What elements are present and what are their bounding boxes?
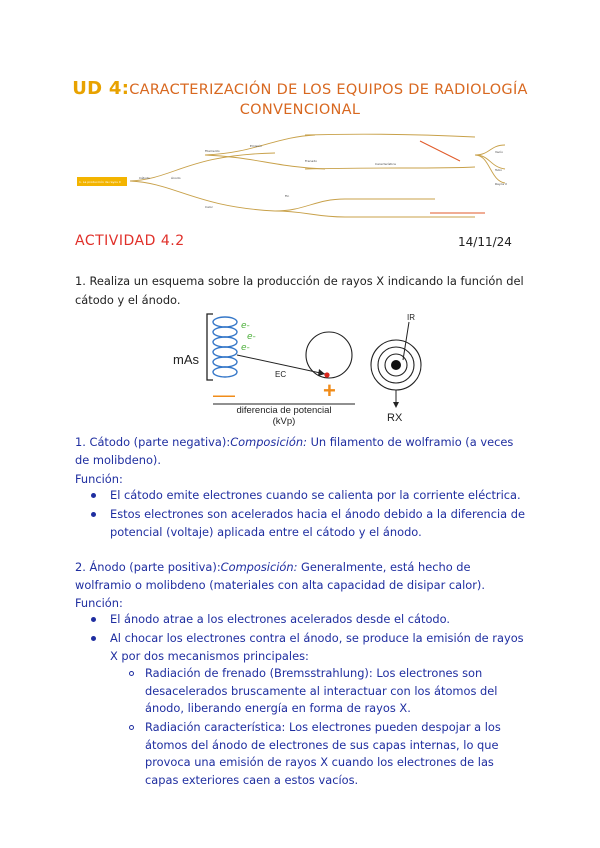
- mind-map-node: Emisión: [250, 144, 262, 148]
- anodo-heading-block: [75, 559, 530, 594]
- mind-map: [75, 125, 525, 225]
- catodo-heading: 1. Cátodo (parte negativa):: [75, 435, 231, 449]
- mind-map-node: Ánodo: [171, 176, 181, 180]
- target-center: [391, 360, 401, 370]
- mind-map-node: Frenado: [305, 159, 317, 163]
- catodo-comp-text: Un filamento de wolframio (a veces de molibdeno).: [75, 435, 514, 467]
- kvp-label: (kVp): [272, 416, 296, 427]
- sub-bullet-icon: [129, 671, 134, 676]
- activity-title: ACTIVIDAD 4.2: [75, 233, 185, 249]
- anodo-bullet-2: Al chocar los electrones contra el ánodo, se produce la emisión de rayos X por dos mecanismos principales:: [110, 631, 524, 663]
- catodo-heading-block: [75, 434, 530, 469]
- catodo-bullet-1: El cátodo emite electrones cuando se calienta por la corriente eléctrica.: [110, 488, 521, 502]
- xray-diagram: [165, 308, 440, 433]
- rx-arrowhead: [393, 402, 399, 408]
- mind-map-node: Fin: [285, 194, 290, 198]
- anode-circle: [306, 332, 352, 378]
- electron-label: e-: [241, 321, 250, 331]
- mind-map-leaf: Tubo: [495, 168, 503, 172]
- catodo-bullet-2: Estos electrones son acelerados hacia el ánodo debido a la diferencia de potencial (voltaje) aplicada entre el cátodo y el ánodo.: [110, 507, 525, 539]
- anode-sign: +: [323, 378, 336, 403]
- potential-label: diferencia de potencial: [236, 405, 332, 416]
- bullet-icon: [91, 617, 96, 622]
- cathode-sign: —: [213, 382, 235, 407]
- title-line-2: CONVENCIONAL: [239, 102, 361, 118]
- focal-spot: [324, 372, 329, 377]
- bullet-icon: [91, 493, 96, 498]
- activity-date: 14/11/24: [458, 235, 512, 249]
- filament-coil: [213, 317, 237, 377]
- anodo-sub-bullet-2: Radiación característica: Los electrones pueden despojar a los átomos del ánodo de electrones de sus capas internas, lo que provoca una emisión de rayos X cuando los electrones de las capas exteriores caen a estos vacíos.: [145, 720, 501, 787]
- title-line-1: CARACTERIZACIÓN DE LOS EQUIPOS DE RADIOLOGÍA: [129, 82, 528, 98]
- sub-bullet-icon: [129, 725, 134, 730]
- anodo-heading: 2. Ánodo (parte positiva):: [75, 560, 221, 574]
- filament-bracket: [207, 314, 213, 380]
- mind-map-node: Característica: [375, 162, 396, 166]
- catodo-comp-label: Composición:: [230, 435, 307, 449]
- mind-map-node: Calor: [205, 205, 213, 209]
- anodo-comp-text: Generalmente, está hecho de wolframio o molibdeno (materiales con alta capacidad de disipar calor).: [75, 560, 486, 592]
- mind-map-leaf: Rayos X: [495, 182, 508, 186]
- bullet-icon: [91, 512, 96, 517]
- question-text: 1. Realiza un esquema sobre la producción de rayos X indicando la función del cátodo y el ánodo.: [75, 274, 524, 307]
- anodo-comp-label: Composición:: [220, 560, 298, 574]
- mind-map-node: Filamento: [205, 149, 220, 153]
- anodo-sub-bullet-1: Radiación de frenado (Bremsstrahlung): Los electrones son desacelerados bruscamente al interactuar con los átomos del ánodo, liberando energía en forma de rayos X.: [145, 666, 498, 715]
- mind-map-root-label: 1. La producción de rayos X: [79, 180, 121, 184]
- electron-label: e-: [247, 332, 256, 342]
- mas-label: mAs: [173, 352, 199, 367]
- rx-label: RX: [387, 412, 403, 424]
- mind-map-leaf: Vacío: [495, 150, 503, 154]
- mind-map-node: Cátodo: [139, 176, 150, 180]
- bullet-icon: [91, 636, 96, 641]
- unit-label: UD 4:: [72, 78, 130, 99]
- page-title: [0, 78, 600, 99]
- ir-label: IR: [407, 313, 415, 322]
- anodo-funcion-label: Función:: [75, 596, 123, 610]
- anodo-bullet-1: El ánodo atrae a los electrones acelerados desde el cátodo.: [110, 612, 451, 626]
- beam-arrow: [318, 369, 325, 376]
- catodo-funcion-label: Función:: [75, 472, 123, 486]
- ec-label: EC: [275, 370, 287, 379]
- electron-label: e-: [241, 343, 250, 353]
